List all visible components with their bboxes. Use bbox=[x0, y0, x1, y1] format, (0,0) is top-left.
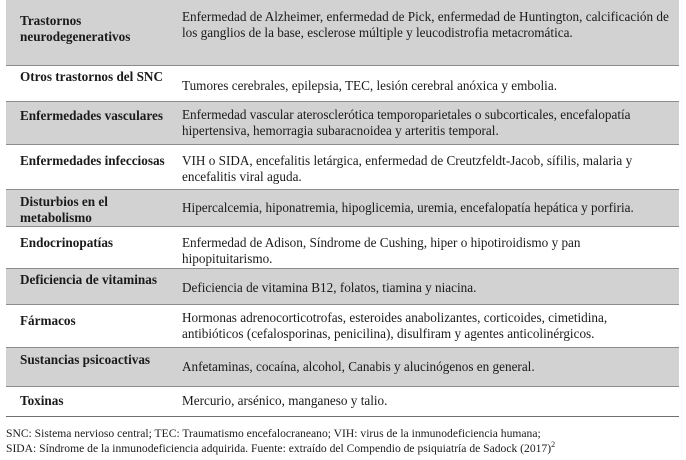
table-row bbox=[6, 305, 679, 348]
description-cell: Hipercalcemia, hiponatremia, hipoglicemia, uremia, encefalopatía hepática y porfiria. bbox=[182, 200, 634, 215]
description-cell: Enfermedad de Adison, Síndrome de Cushing, hiper o hipotiroidismo y pan hipopituitarismo. bbox=[182, 235, 581, 266]
causes-table bbox=[6, 0, 679, 417]
footnote-line-2-text: SIDA: Síndrome de la inmunodeficiencia adquirida. Fuente: extraído del Compendio de psiquiatría de Sadock (2017) bbox=[6, 442, 552, 455]
table-row bbox=[6, 190, 679, 227]
description-cell: Tumores cerebrales, epilepsia, TEC, lesión cerebral anóxica y embolia. bbox=[182, 78, 557, 93]
category-cell: Fármacos bbox=[20, 313, 76, 328]
category-cell: Enfermedades vasculares bbox=[20, 108, 163, 123]
table-row bbox=[6, 269, 679, 305]
table-row bbox=[6, 102, 679, 145]
table-row bbox=[6, 0, 679, 66]
table-row bbox=[6, 66, 679, 102]
category-cell: Enfermedades infecciosas bbox=[20, 153, 165, 168]
category-cell: Disturbios en el metabolismo bbox=[20, 194, 108, 225]
footnote-line-1: SNC: Sistema nervioso central; TEC: Traumatismo encefalocraneano; VIH: virus de la inmunodeficiencia humana; bbox=[6, 427, 541, 440]
description-cell: VIH o SIDA, encefalitis letárgica, enfermedad de Creutzfeldt-Jacob, sífilis, malaria y encefalitis viral aguda. bbox=[182, 153, 633, 184]
reference-superscript: 2 bbox=[551, 440, 556, 450]
table-row bbox=[6, 348, 679, 387]
category-cell: Deficiencia de vitaminas bbox=[20, 272, 157, 287]
table-row bbox=[6, 145, 679, 190]
footnote-line-2 bbox=[6, 441, 682, 456]
category-cell: Endocrinopatías bbox=[20, 235, 114, 250]
description-cell: Anfetaminas, cocaína, alcohol, Canabis y alucinógenos en general. bbox=[182, 359, 535, 374]
category-cell: Trastornos neurodegenerativos bbox=[20, 13, 131, 44]
description-cell: Enfermedad de Alzheimer, enfermedad de Pick, enfermedad de Huntington, calcificación de los ganglios de la base, esclerose múltiple y leucodistrofia metacromática. bbox=[182, 9, 669, 40]
table-row bbox=[6, 227, 679, 269]
description-cell: Deficiencia de vitamina B12, folatos, tiamina y niacina. bbox=[182, 280, 477, 295]
table-footnote bbox=[6, 426, 682, 456]
category-cell: Sustancias psicoactivas bbox=[20, 352, 151, 367]
category-cell: Toxinas bbox=[20, 393, 64, 408]
description-cell: Mercurio, arsénico, manganeso y talio. bbox=[182, 393, 388, 408]
description-cell: Enfermedad vascular aterosclerótica temporoparietales o subcorticales, encefalopatía hipertensiva, hemorragia subaracnoidea y arteritis temporal. bbox=[182, 107, 631, 138]
table-row bbox=[6, 387, 679, 417]
description-cell: Hormonas adrenocorticotrofas, esteroides anabolizantes, corticoides, cimetidina, antibióticos (cefalosporinas, penicilina), disulfiram y agentes anticolinérgicos. bbox=[182, 310, 608, 341]
category-cell: Otros trastornos del SNC bbox=[20, 69, 163, 84]
